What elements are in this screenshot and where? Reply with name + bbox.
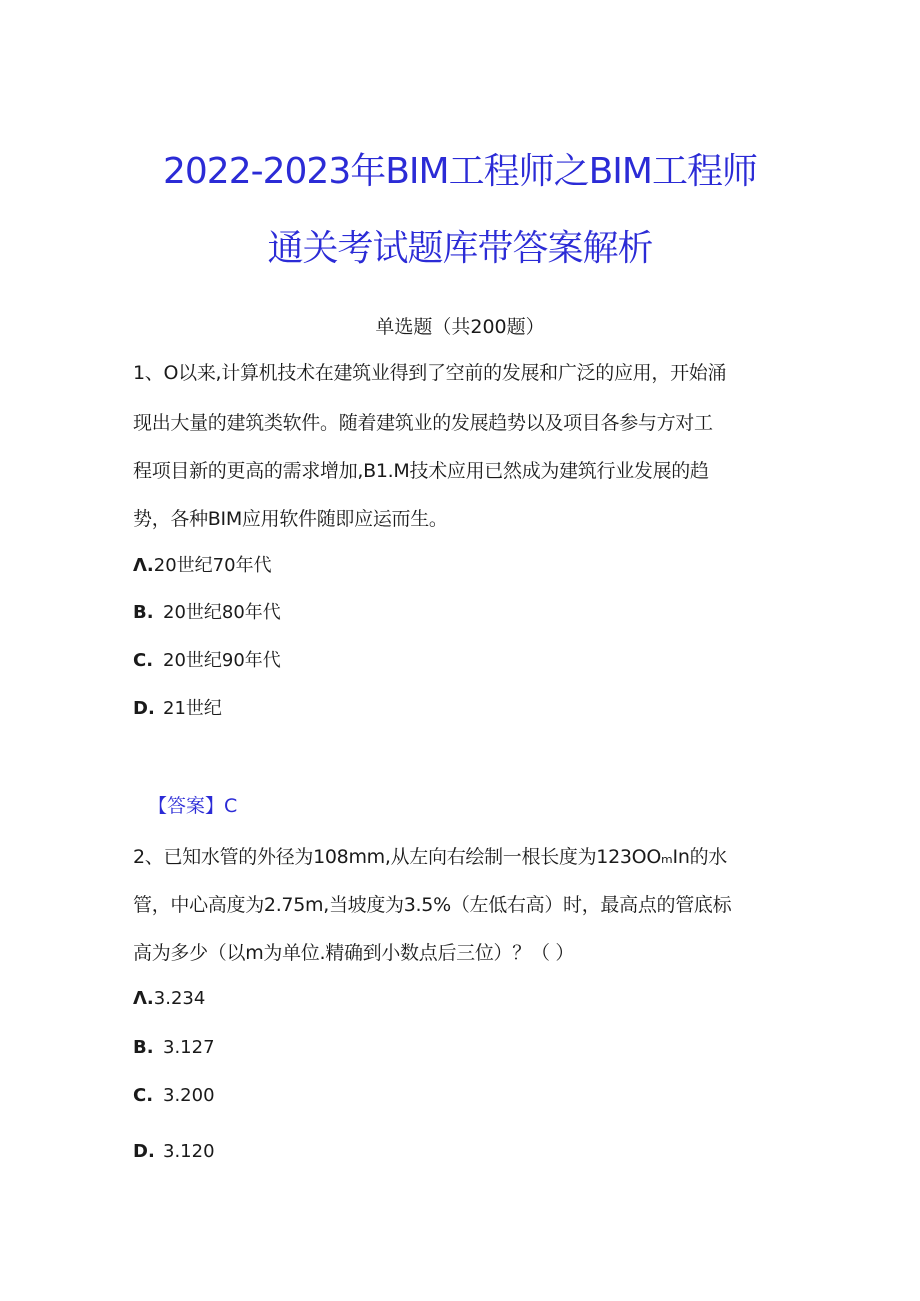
option-letter: B. bbox=[133, 602, 154, 623]
option-text: 20世纪70年代 bbox=[153, 555, 272, 576]
question-2-line-1: 2、已知水管的外径为108mm,从左向右绘制一根长度为123OOₘIn的水 bbox=[133, 846, 727, 868]
question-2-option-d bbox=[133, 1141, 215, 1162]
question-2-line-3: 高为多少（以m为单位.精确到小数点后三位）？（ ） bbox=[133, 942, 575, 964]
question-1-option-b bbox=[133, 598, 281, 624]
option-text: 3.200 bbox=[163, 1085, 215, 1106]
question-1-answer: 【答案】C bbox=[148, 795, 238, 817]
question-1-option-a bbox=[133, 551, 272, 577]
option-text: 21世纪 bbox=[163, 698, 222, 719]
option-letter: Λ. bbox=[133, 988, 154, 1009]
section-heading: 单选题（共200题） bbox=[375, 316, 545, 338]
question-2-line-2: 管，中心高度为2.75m,当坡度为3.5%（左低右高）时，最高点的管底标 bbox=[133, 894, 732, 916]
document-title-line-2: 通关考试题库带答案解析 bbox=[267, 228, 653, 269]
question-1-option-c bbox=[133, 646, 281, 672]
question-2-option-a bbox=[133, 988, 205, 1009]
option-letter: B. bbox=[133, 1037, 154, 1058]
question-1-line-4: 势，各种BIM应用软件随即应运而生。 bbox=[133, 508, 448, 530]
document-title-line-1: 2022-2023年BIM工程师之BIM工程师 bbox=[163, 151, 757, 192]
option-text: 20世纪80年代 bbox=[163, 602, 281, 623]
option-letter: C. bbox=[133, 1085, 154, 1106]
option-letter: D. bbox=[133, 698, 155, 719]
question-2-option-c bbox=[133, 1085, 215, 1106]
option-letter: Λ. bbox=[133, 555, 154, 576]
question-1-option-d bbox=[133, 694, 222, 720]
question-1-line-3: 程项目新的更高的需求增加,B1.M技术应用已然成为建筑行业发展的趋 bbox=[133, 460, 709, 482]
option-text: 3.234 bbox=[153, 988, 206, 1009]
question-2-option-b bbox=[133, 1037, 215, 1058]
option-text: 3.120 bbox=[163, 1141, 215, 1162]
option-letter: D. bbox=[133, 1141, 155, 1162]
question-1-line-1: 1、O以来,计算机技术在建筑业得到了空前的发展和广泛的应用，开始涌 bbox=[133, 362, 727, 384]
option-text: 20世纪90年代 bbox=[163, 650, 281, 671]
option-letter: C. bbox=[133, 650, 154, 671]
question-1-line-2: 现出大量的建筑类软件。随着建筑业的发展趋势以及项目各参与方对工 bbox=[133, 412, 713, 434]
option-text: 3.127 bbox=[163, 1037, 215, 1058]
